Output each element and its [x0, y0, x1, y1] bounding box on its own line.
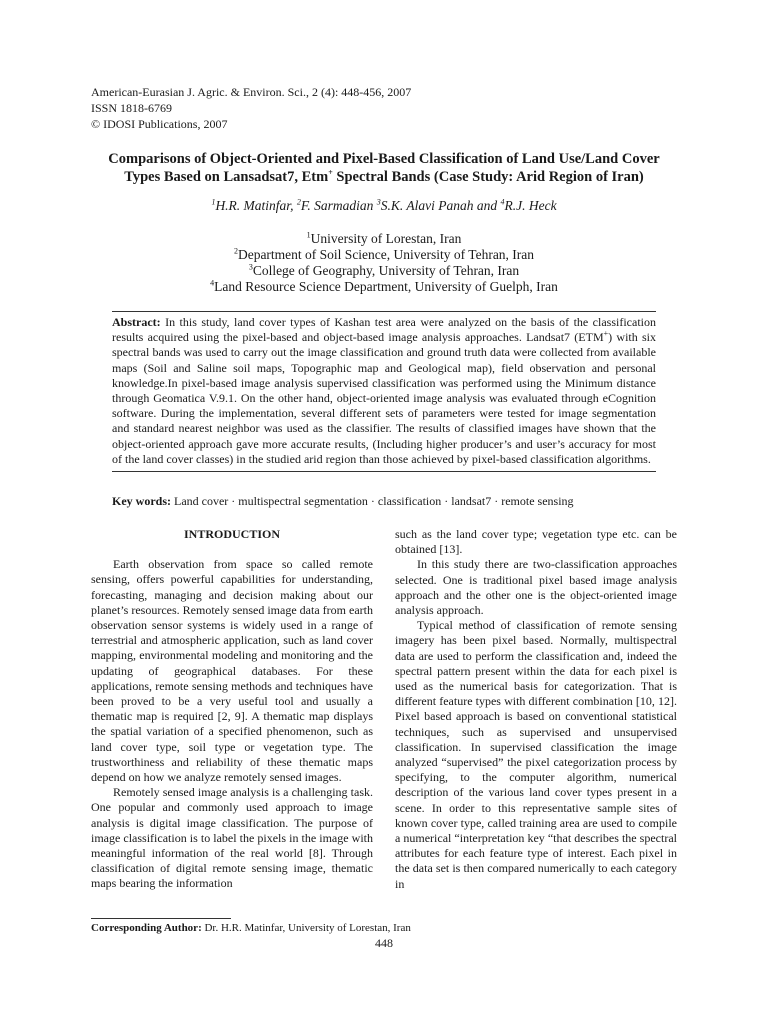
keywords-label: Key words:	[112, 494, 171, 508]
affiliation-1: $^1$University of Lorestan, Iran	[306, 230, 462, 246]
section-heading-introduction: INTRODUCTION	[183, 527, 280, 541]
paper-title	[100, 150, 668, 186]
journal-publisher: © IDOSI Publications, 2007	[91, 117, 228, 131]
paragraph: such as the land cover type; vegetation type etc. can be obtained [13].	[395, 527, 677, 557]
author-2: $^2$F. Sarmadian	[296, 197, 374, 213]
title-line-2: Types Based on Lansadsat7, Etm+ Spectral Bands (Case Study: Arid Region of Iran)	[124, 168, 644, 185]
affiliation-3: $^3$College of Geography, University of Tehran, Iran	[248, 262, 520, 278]
footnote-divider	[91, 918, 231, 919]
abstract-label: Abstract:	[112, 315, 161, 329]
keywords: Key words: Land cover · multispectral segmentation · classification · landsat7 · remote sensing	[112, 494, 574, 508]
left-column	[91, 527, 373, 892]
right-column	[395, 527, 677, 892]
abstract: Abstract: In this study, land cover types of Kashan test area were analyzed on the basis of the classification results acquired using the pixel-based and object-based image analysis approaches. Landsat7 (ETM+) with six spectral bands was used to carry out the image classification and ground truth data were collected from available maps (Soil and Saline soil maps, Topographic map and Geological map), field observation and personal knowledge.In pixel-based image analysis supervised classification was performed using the Minimum distance through Geomatica V.9.1. On the other hand, object-oriented image analysis was evaluated through eCognition software. During the implementation, several different sets of parameters were tested for image segmentation and standard nearest neighbor was used as the classifier. The results of classified images have shown that the object-oriented approach gave more accurate results, (Including higher producer’s and user’s accuracy for most of the land cover classes) in the studied arid region than those achieved by pixel-based classification algorithms.	[112, 315, 656, 466]
affiliation-4: $^4$Land Resource Science Department, University of Guelph, Iran	[210, 278, 558, 294]
paragraph: Earth observation from space so called remote sensing, offers powerful capabilities for understanding, forecasting, managing and decision making about our planet’s resources. Remotely sensed image data from earth observation sensor systems is widely used in a range of terrestrial and atmospheric application, such as land cover mapping, environmental modeling and monitoring and the updating of geographical databases. For these applications, remote sensing methods and techniques have been proved to be a very useful tool and usually a thematic map is required [2, 9]. A thematic map displays the spatial variation of a specified phenomenon, such as land cover type, soil type or vegetation type. The trustworthiness and reliability of these thematic maps depend on how we analyze remotely sensed images.	[91, 557, 373, 785]
abstract-box	[112, 311, 656, 472]
corresponding-author: Corresponding Author: Dr. H.R. Matinfar, University of Lorestan, Iran	[91, 922, 411, 934]
title-line-1: Comparisons of Object-Oriented and Pixel-Based Classification of Land Use/Land Cover	[108, 151, 660, 167]
author-1: $^1$H.R. Matinfar,	[211, 197, 297, 213]
journal-info	[91, 84, 411, 132]
author-4: $^4$R.J. Heck	[500, 197, 557, 213]
paragraph: In this study there are two-classification approaches selected. One is traditional pixel based image analysis approach and the other one is the object-oriented image analysis approach.	[395, 557, 677, 618]
journal-citation: American-Eurasian J. Agric. & Environ. Sci., 2 (4): 448-456, 2007	[91, 85, 412, 99]
paragraph: Remotely sensed image analysis is a challenging task. One popular and commonly used approach to image analysis is digital image classification. The purpose of image classification is to label the pixels in the image with meaningful information of the real world [8]. Through classification of digital remote sensing image, thematic maps bearing the information	[91, 785, 373, 891]
author-3: $^3$S.K. Alavi Panah and	[376, 197, 501, 213]
paragraph: Typical method of classification of remote sensing imagery has been pixel based. Normally, multispectral data are used to perform the classification and, indeed the spectral pattern present within the data for each pixel is used as the numerical basis for categorization. That is different feature types with different combination [10, 12]. Pixel based approach is based on conventional statistical techniques, such as supervised and unsupervised classification. In supervised classification the image analyzed “supervised” the pixel categorization process by specifying, to the computer algorithm, numerical description of the various land cover types present in a scene. In order to this representative sample sites of known cover type, called training area are used to compile a numerical “interpretation key “that describes the spectral attributes for each feature type of interest. Each pixel in the data set is then compared numerically to each category in	[395, 618, 677, 891]
affiliation-2: $^2$Department of Soil Science, University of Tehran, Iran	[233, 246, 535, 262]
journal-issn: ISSN 1818-6769	[91, 101, 173, 115]
affiliation-list	[91, 231, 677, 295]
author-list	[91, 198, 677, 214]
page-number: 448	[375, 936, 393, 950]
